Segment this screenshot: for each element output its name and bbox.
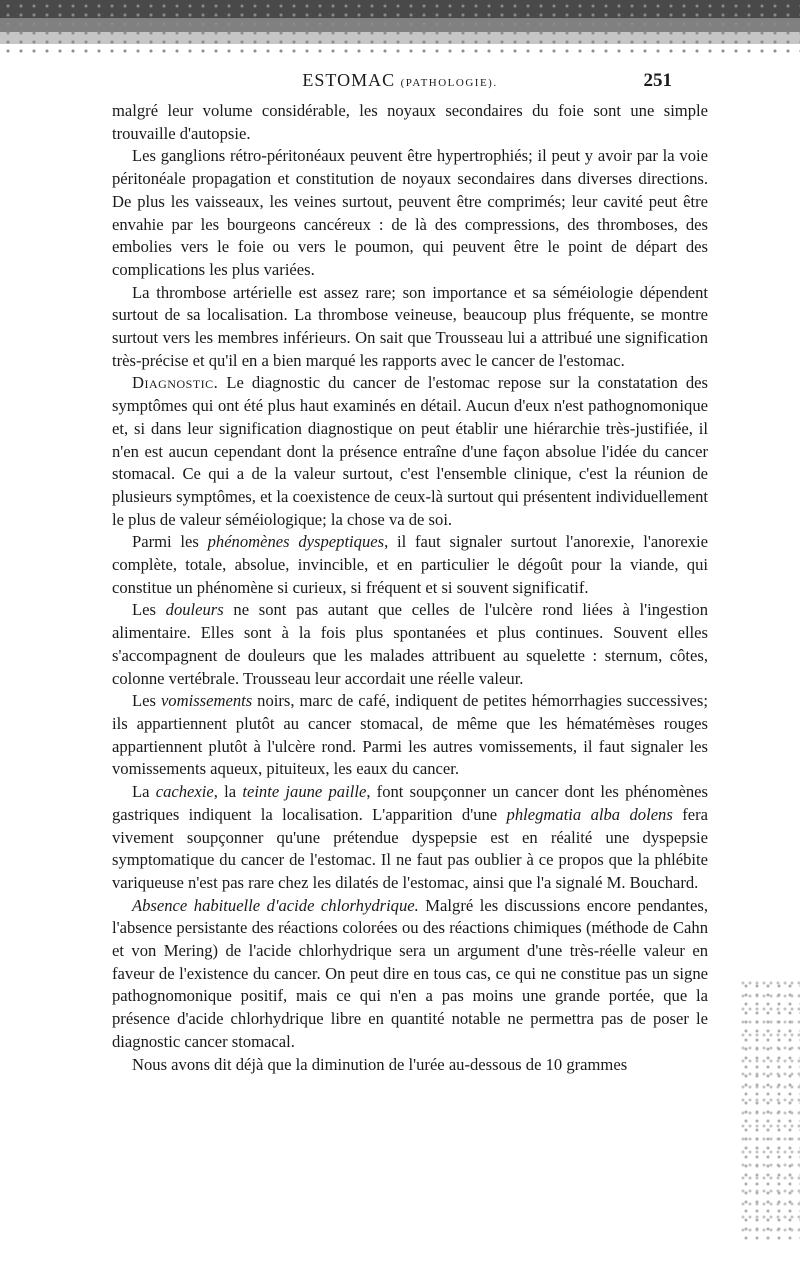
paragraph — [112, 690, 708, 781]
italic-term: phénomènes dyspeptiques — [207, 532, 385, 552]
running-head — [0, 70, 800, 91]
paragraph-text: , il faut signaler surtout l'anorexie, l'anorexie complète, totale, absolue, invincible, et en particulier le dégoût pour la viande, qui constitue un phénomène si curieux, si fréquent et si souvent significatif. — [112, 532, 709, 597]
scan-noise-right — [740, 980, 800, 1240]
running-head-title: ESTOMAC — [302, 70, 396, 90]
italic-term: teinte jaune paille — [242, 782, 367, 802]
paragraph-text: Les — [132, 600, 166, 620]
paragraph-text: , la — [213, 782, 243, 802]
paragraph — [112, 781, 708, 895]
paragraph-text: Les ganglions rétro-péritonéaux peuvent être hypertrophiés; il peut y avoir par la voie péritonéale propagation et constitution de noyaux secondaires dans diverses directions. De plus les vaisseaux, les veines surtout, peuvent être comprimés; leur cavité peut être envahie par les bourgeons cancéreux : de là des compressions, des thromboses, des embolies vers le foie ou vers le poumon, qui peuvent être le point de départ des complications les plus variées. — [112, 146, 708, 279]
paragraph-text: Parmi les — [132, 532, 208, 552]
paragraph — [112, 372, 708, 531]
paragraph-text: Nous avons dit déjà que la diminution de l'urée au-dessous de 10 grammes — [132, 1054, 628, 1074]
paragraph-text: La thrombose artérielle est assez rare; son importance et sa séméiologie dépendent surtout de sa localisation. La thrombose veineuse, beaucoup plus fréquente, se montre surtout vers les membres inférieurs. On sait que Trousseau lui a attribué une signification très-précise et qu'il en a bien marqué les rapports avec le cancer de l'estomac. — [112, 282, 708, 370]
italic-term: Absence habituelle d'acide chlorhydrique. — [132, 895, 419, 915]
paragraph — [112, 1054, 708, 1077]
paragraph-text: , font soupçonner un cancer dont les phénomènes gastriques indiquent la localisation. L'apparition d'une — [112, 782, 709, 824]
paragraph — [112, 100, 708, 145]
paragraph — [112, 531, 708, 599]
paragraph-text: malgré leur volume considérable, les noyaux secondaires du foie sont une simple trouvaille d'autopsie. — [112, 101, 708, 143]
paragraph — [112, 282, 708, 373]
scan-noise-top — [0, 0, 800, 58]
paragraph-text: ne sont pas autant que celles de l'ulcère rond liées à l'ingestion alimentaire. Elles sont à la fois plus spontanées et plus continues. Souvent elles s'accompagnent de douleurs que les malades attribuent au squelette : sternum, côtes, colonne vertébrale. Trousseau leur accordait une réelle valeur. — [112, 600, 708, 688]
paragraph-text: Les — [132, 691, 161, 711]
paragraph — [112, 599, 708, 690]
paragraph — [112, 145, 708, 281]
paragraph-text: La — [132, 782, 156, 802]
running-head-subtitle: (PATHOLOGIE). — [400, 77, 498, 89]
paragraph-text: noirs, marc de café, indiquent de petites hémorrhagies successives; ils appartiennent plutôt au cancer stomacal, de même que les hématémèses rouges appartiennent plutôt à l'ulcère rond. Parmi les autres vomissements, il faut signaler les vomissements aqueux, pituiteux, les eaux du cancer. — [112, 691, 708, 779]
paragraph-text: fera vivement soupçonner qu'une prétendue dyspepsie est en réalité une dyspepsie symptomatique du cancer de l'estomac. Il ne faut pas oublier à ce propos que la phlébite variqueuse n'est pas rare chez les dilatés de l'estomac, ainsi que l'a signalé M. Bouchard. — [112, 804, 708, 892]
body-text — [112, 100, 708, 1076]
page-header — [0, 70, 800, 98]
italic-term: phlegmatia alba dolens — [506, 804, 673, 824]
page-number: 251 — [643, 70, 672, 91]
italic-term: vomissements — [160, 691, 253, 711]
section-heading: Diagnostic. — [132, 373, 219, 393]
italic-term: cachexie — [155, 782, 214, 802]
paragraph-text: Le diagnostic du cancer de l'estomac repose sur la constatation des symptômes qui ont été plus haut examinés en détail. Aucun d'eux n'est pathognomonique et, si dans leur signification diagnostique on peut établir une hiérarchie très-justifiée, il n'en est aucun cependant dont la présence entraîne d'une façon absolue l'idée du cancer stomacal. Ce qui a de la valeur surtout, c'est l'ensemble clinique, c'est la réunion de plusieurs symptômes, et la coexistence de ceux-là surtout qui présentent individuellement le plus de valeur séméiologique; la chose va de soi. — [112, 373, 708, 529]
paragraph — [112, 895, 708, 1054]
paragraph-text: Malgré les discussions encore pendantes, l'absence persistante des réactions colorées ou des réactions chimiques (méthode de Cahn et von Mering) de l'acide chlorhydrique sera un argument d'une très-réelle valeur en faveur de l'existence du cancer. On peut dire en tous cas, ce qui ne constitue pas un signe pathognomonique positif, mais ce qui n'en a pas moins une grande portée, que la présence d'acide chlorhydrique libre en quantité notable ne permettra pas de poser le diagnostic cancer stomacal. — [112, 895, 708, 1051]
italic-term: douleurs — [165, 600, 224, 620]
